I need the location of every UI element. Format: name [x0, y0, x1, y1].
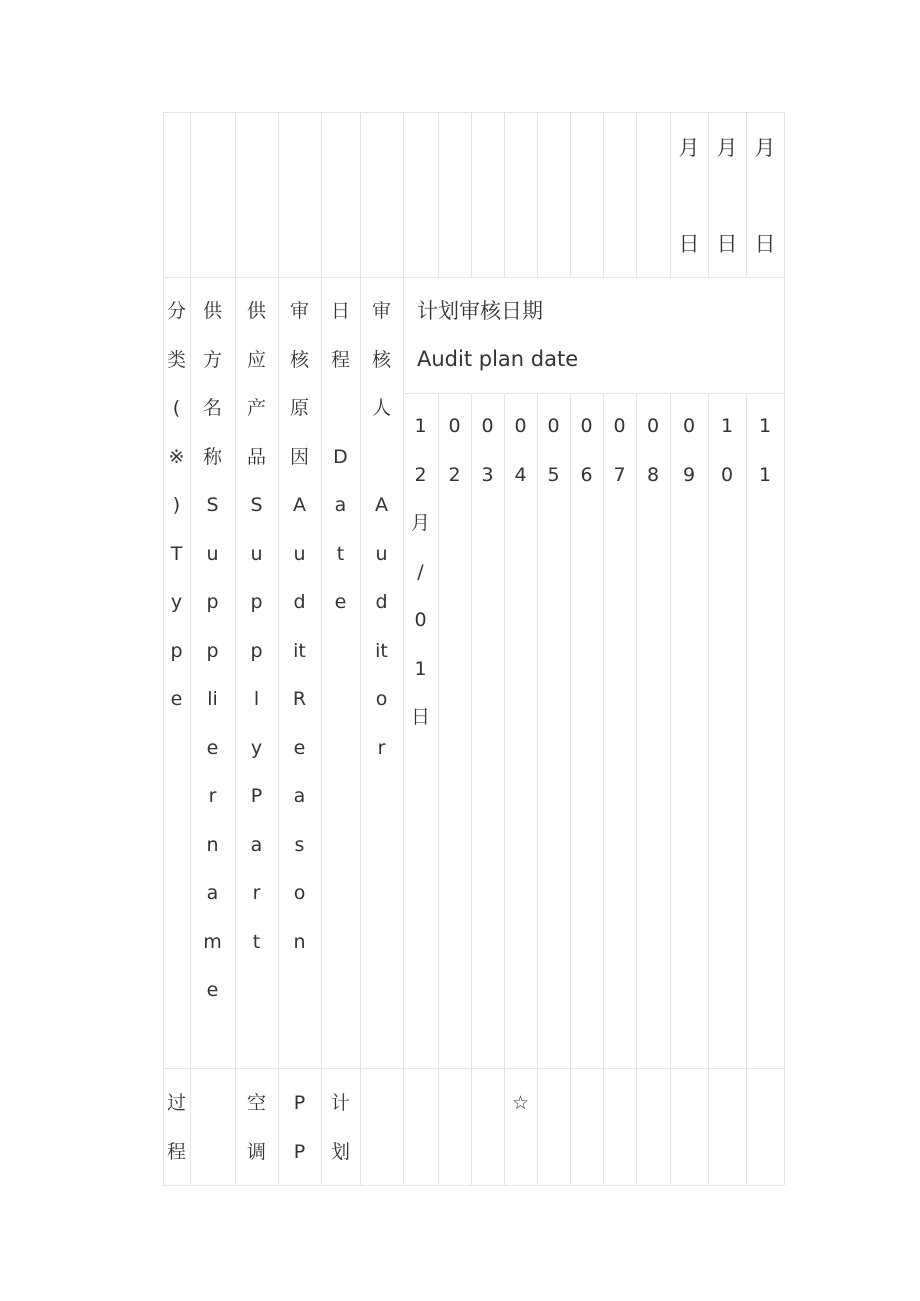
char-fragment: 审	[371, 300, 391, 322]
char-fragment: 0	[682, 415, 696, 437]
char-fragment: ☆	[511, 1092, 530, 1114]
char-fragment: r	[377, 736, 386, 759]
column-divider	[438, 112, 439, 277]
header-date-column	[438, 402, 471, 499]
column-divider	[471, 112, 472, 277]
char-fragment: 日	[330, 300, 350, 322]
char-fragment: n	[293, 930, 306, 953]
top-month-label: 月	[678, 136, 700, 160]
char-fragment: A	[375, 494, 388, 516]
char-fragment: o	[375, 688, 388, 710]
row-divider	[163, 277, 784, 278]
char-fragment: T	[170, 542, 183, 565]
column-divider	[670, 393, 671, 1185]
char-fragment: r	[252, 882, 261, 904]
top-day-label: 日	[678, 232, 700, 256]
char-fragment: S	[250, 494, 263, 516]
char-fragment: 1	[414, 415, 427, 437]
char-fragment: it	[293, 639, 306, 662]
char-fragment: d	[293, 591, 306, 613]
header-date-column	[708, 402, 746, 499]
char-fragment: e	[334, 591, 347, 613]
char-fragment: 品	[246, 445, 266, 468]
header-date-column	[570, 402, 603, 499]
char-fragment: 月	[410, 512, 430, 534]
row-type	[163, 1079, 190, 1176]
char-fragment: R	[292, 688, 307, 710]
header-auditor-cn	[360, 287, 403, 433]
column-divider	[570, 112, 571, 277]
header-type	[163, 287, 190, 724]
char-fragment: p	[206, 591, 219, 613]
char-fragment: 3	[481, 463, 494, 486]
char-fragment: 1	[720, 415, 734, 437]
header-date-column	[636, 402, 670, 499]
column-divider	[570, 393, 571, 1185]
audit-plan-star-mark	[504, 1079, 537, 1128]
char-fragment: 9	[682, 463, 696, 486]
char-fragment: 审	[289, 300, 309, 322]
char-fragment: r	[208, 785, 217, 807]
char-fragment: /	[417, 560, 424, 583]
header-schedule-en	[321, 433, 360, 627]
char-fragment: 2	[448, 463, 461, 486]
column-divider	[438, 393, 439, 1185]
char-fragment: u	[293, 542, 306, 565]
column-divider	[504, 112, 505, 277]
char-fragment: 0	[613, 415, 626, 437]
char-fragment: p	[170, 639, 183, 662]
row-divider	[163, 1068, 784, 1069]
header-audit-reason	[278, 287, 321, 966]
char-fragment: a	[293, 785, 306, 807]
char-fragment: 划	[330, 1140, 350, 1163]
char-fragment: 分	[166, 300, 186, 322]
char-fragment: 1	[758, 415, 772, 437]
char-fragment: u	[375, 542, 388, 565]
char-fragment: 人	[371, 397, 391, 419]
column-divider	[471, 393, 472, 1185]
char-fragment: 调	[246, 1140, 266, 1163]
column-divider	[537, 393, 538, 1185]
header-plan-date-cn: 计划审核日期	[417, 299, 543, 323]
top-day-label: 日	[716, 232, 738, 256]
header-auditor-en	[360, 481, 403, 772]
column-divider	[708, 393, 709, 1185]
char-fragment: 0	[646, 415, 660, 437]
char-fragment: n	[206, 833, 219, 856]
char-fragment: D	[333, 445, 348, 468]
row-schedule	[321, 1079, 360, 1176]
char-fragment: 程	[330, 348, 350, 371]
column-divider	[603, 393, 604, 1185]
char-fragment: 8	[646, 463, 660, 486]
char-fragment: 空	[246, 1092, 266, 1114]
column-divider	[746, 393, 747, 1185]
char-fragment: a	[250, 833, 263, 856]
char-fragment: y	[170, 591, 183, 613]
column-divider	[603, 112, 604, 277]
column-divider	[784, 112, 785, 1185]
char-fragment: 过	[166, 1092, 186, 1114]
char-fragment: 7	[613, 463, 626, 486]
char-fragment: p	[250, 591, 263, 613]
header-date-column	[504, 402, 537, 499]
header-schedule-cn	[321, 287, 360, 384]
char-fragment: li	[207, 688, 218, 710]
char-fragment: 计	[330, 1092, 350, 1114]
char-fragment: u	[250, 542, 263, 565]
header-date-column	[670, 402, 708, 499]
char-fragment: P	[293, 1140, 306, 1163]
column-divider	[504, 393, 505, 1185]
char-fragment: e	[206, 979, 219, 1001]
header-supplier-name	[190, 287, 235, 1015]
row-divider	[403, 393, 784, 394]
top-month-label: 月	[754, 136, 776, 160]
char-fragment: y	[250, 736, 263, 759]
char-fragment: l	[253, 688, 260, 710]
header-date-column	[537, 402, 570, 499]
char-fragment: 0	[481, 415, 494, 437]
char-fragment: 6	[580, 463, 593, 486]
row-supply-product	[235, 1079, 278, 1176]
char-fragment: p	[206, 639, 219, 662]
top-day-label: 日	[754, 232, 776, 256]
column-divider	[321, 112, 322, 1185]
char-fragment: t	[336, 542, 345, 565]
char-fragment: 0	[720, 463, 734, 486]
top-month-label: 月	[716, 136, 738, 160]
header-date-column	[746, 402, 784, 499]
char-fragment: 0	[414, 609, 427, 631]
char-fragment: 0	[514, 415, 527, 437]
char-fragment: 1	[758, 463, 772, 486]
char-fragment: 4	[514, 463, 527, 486]
header-date-column	[603, 402, 636, 499]
char-fragment: )	[172, 494, 181, 516]
column-divider	[636, 393, 637, 1185]
char-fragment: 核	[371, 348, 391, 371]
char-fragment: S	[206, 494, 219, 516]
char-fragment: e	[170, 688, 183, 710]
char-fragment: m	[203, 930, 222, 953]
char-fragment: it	[375, 639, 388, 662]
char-fragment: s	[294, 833, 305, 856]
char-fragment: 2	[414, 463, 427, 486]
char-fragment: (	[172, 397, 181, 419]
header-plan-date-en: Audit plan date	[417, 347, 579, 371]
char-fragment: 0	[547, 415, 560, 437]
char-fragment: t	[252, 930, 261, 953]
char-fragment: 产	[246, 397, 266, 419]
char-fragment: 核	[289, 348, 309, 371]
char-fragment: 5	[547, 463, 560, 486]
header-supply-product	[235, 287, 278, 966]
char-fragment: 原	[289, 397, 309, 419]
char-fragment: p	[250, 639, 263, 662]
row-divider	[163, 112, 784, 113]
char-fragment: o	[293, 882, 306, 904]
char-fragment: 方	[202, 348, 222, 371]
row-audit-reason	[278, 1079, 321, 1176]
char-fragment: A	[293, 494, 306, 516]
header-date-column	[403, 402, 438, 742]
char-fragment: e	[293, 736, 306, 759]
char-fragment: 因	[289, 445, 309, 468]
char-fragment: 类	[166, 348, 186, 371]
char-fragment: 0	[580, 415, 593, 437]
char-fragment: d	[375, 591, 388, 613]
char-fragment: u	[206, 542, 219, 565]
char-fragment: 程	[166, 1140, 186, 1163]
char-fragment: a	[334, 494, 347, 516]
char-fragment: e	[206, 736, 219, 759]
char-fragment: P	[250, 785, 263, 807]
char-fragment: P	[293, 1092, 306, 1114]
char-fragment: 1	[414, 657, 427, 680]
column-divider	[636, 112, 637, 277]
header-date-column	[471, 402, 504, 499]
char-fragment: 供	[202, 300, 222, 322]
char-fragment: a	[206, 882, 219, 904]
char-fragment: 0	[448, 415, 461, 437]
char-fragment: ※	[168, 445, 185, 468]
char-fragment: 名	[202, 397, 222, 419]
column-divider	[537, 112, 538, 277]
char-fragment: 供	[246, 300, 266, 322]
char-fragment: 称	[202, 445, 222, 468]
row-divider	[163, 1185, 784, 1186]
char-fragment: 日	[410, 706, 430, 728]
char-fragment: 应	[246, 348, 266, 371]
